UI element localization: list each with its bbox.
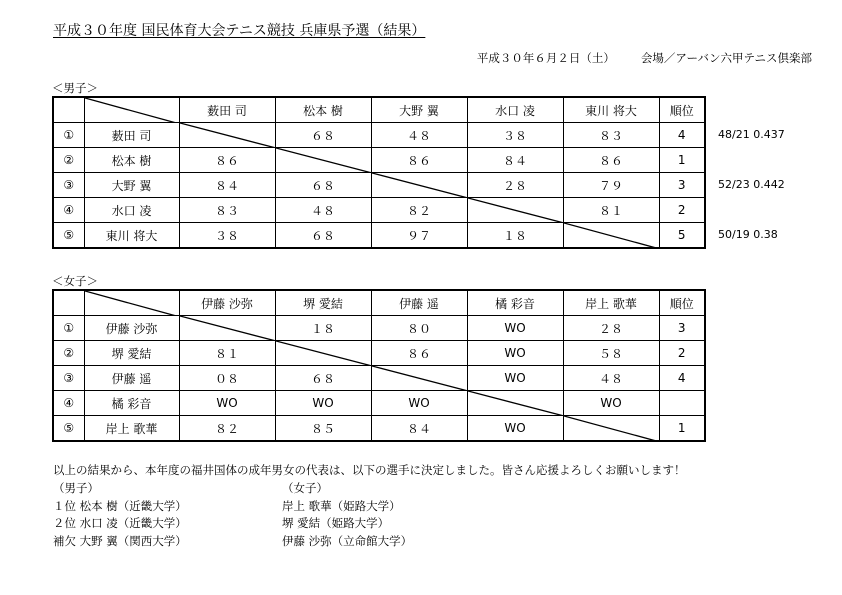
row-number: ④ bbox=[53, 198, 84, 223]
score-cell: ３８ bbox=[179, 223, 275, 249]
diagonal-line bbox=[180, 316, 276, 341]
ratio-note: 48/21 0.437 bbox=[718, 127, 785, 141]
ratio-note: 50/19 0.38 bbox=[718, 228, 778, 241]
score-cell: ８４ bbox=[467, 148, 563, 173]
date-venue-line bbox=[477, 50, 812, 66]
diagonal-line bbox=[85, 98, 180, 123]
header-row bbox=[53, 290, 705, 316]
opponent-header: 東川 将大 bbox=[563, 97, 659, 123]
self-match-cell bbox=[563, 416, 659, 442]
row-number: ① bbox=[53, 316, 84, 341]
score-cell: WO bbox=[371, 391, 467, 416]
opponent-header: 岸上 歌華 bbox=[563, 290, 659, 316]
score-cell: ８５ bbox=[275, 416, 371, 442]
self-match-cell bbox=[467, 198, 563, 223]
diagonal-line bbox=[372, 366, 468, 391]
men-representative: ２位 水口 凌（近畿大学） bbox=[53, 516, 187, 530]
header-diagonal-cell bbox=[84, 290, 179, 316]
player-name: 岸上 歌華 bbox=[84, 416, 179, 442]
rank-header: 順位 bbox=[659, 290, 705, 316]
men-representative: 補欠 大野 翼（関西大学） bbox=[53, 533, 187, 548]
score-cell: ６８ bbox=[275, 173, 371, 198]
score-cell: ４８ bbox=[275, 198, 371, 223]
diagonal-line bbox=[564, 223, 660, 248]
diagonal-line bbox=[372, 173, 468, 198]
rank-cell: 5 bbox=[659, 223, 705, 249]
row-number: ① bbox=[53, 123, 84, 148]
score-cell: ２８ bbox=[467, 173, 563, 198]
player-name: 松本 樹 bbox=[84, 148, 179, 173]
score-cell: ８６ bbox=[179, 148, 275, 173]
score-cell: WO bbox=[275, 391, 371, 416]
score-cell: ５８ bbox=[563, 341, 659, 366]
score-cell: ４８ bbox=[371, 123, 467, 148]
diagonal-line bbox=[468, 198, 564, 223]
table-row bbox=[53, 416, 705, 442]
row-number: ③ bbox=[53, 366, 84, 391]
diagonal-line bbox=[85, 291, 180, 316]
diagonal-slash bbox=[85, 291, 180, 316]
rank-cell: 1 bbox=[659, 148, 705, 173]
rank-cell bbox=[659, 391, 705, 416]
row-number: ④ bbox=[53, 391, 84, 416]
diagonal-slash bbox=[180, 316, 276, 341]
score-cell: WO bbox=[563, 391, 659, 416]
table-row bbox=[53, 223, 705, 249]
score-cell: ８４ bbox=[179, 173, 275, 198]
player-name: 堺 愛結 bbox=[84, 341, 179, 366]
rank-cell: 4 bbox=[659, 123, 705, 148]
score-cell: ８２ bbox=[371, 198, 467, 223]
self-match-cell bbox=[275, 148, 371, 173]
self-match-cell bbox=[179, 316, 275, 341]
table-row bbox=[53, 341, 705, 366]
player-name: 伊藤 沙弥 bbox=[84, 316, 179, 341]
score-cell: ２８ bbox=[563, 316, 659, 341]
diagonal-slash bbox=[564, 223, 660, 248]
row-number: ② bbox=[53, 148, 84, 173]
event-venue: 会場／アーバン六甲テニス倶楽部 bbox=[640, 51, 812, 65]
score-cell: ７９ bbox=[563, 173, 659, 198]
score-cell: １８ bbox=[467, 223, 563, 249]
score-cell: １８ bbox=[275, 316, 371, 341]
opponent-header: 堺 愛結 bbox=[275, 290, 371, 316]
diagonal-slash bbox=[85, 98, 180, 123]
opponent-header: 薮田 司 bbox=[179, 97, 275, 123]
diagonal-line bbox=[276, 341, 372, 366]
table-row bbox=[53, 316, 705, 341]
score-cell: ８０ bbox=[371, 316, 467, 341]
score-cell: WO bbox=[179, 391, 275, 416]
player-name: 大野 翼 bbox=[84, 173, 179, 198]
row-number: ⑤ bbox=[53, 416, 84, 442]
score-cell: ８３ bbox=[563, 123, 659, 148]
women-representative: 堺 愛結（姫路大学） bbox=[282, 516, 390, 530]
player-name: 東川 将大 bbox=[84, 223, 179, 249]
score-cell: ４８ bbox=[563, 366, 659, 391]
diagonal-slash bbox=[276, 341, 372, 366]
score-cell: WO bbox=[467, 341, 563, 366]
opponent-header: 伊藤 遥 bbox=[371, 290, 467, 316]
score-cell: ８６ bbox=[563, 148, 659, 173]
rank-header: 順位 bbox=[659, 97, 705, 123]
score-cell: ８１ bbox=[563, 198, 659, 223]
corner-cell bbox=[53, 97, 84, 123]
diagonal-line bbox=[468, 391, 564, 416]
player-name: 橘 彩音 bbox=[84, 391, 179, 416]
diagonal-slash bbox=[372, 173, 468, 198]
diagonal-slash bbox=[276, 148, 372, 173]
rank-cell: 4 bbox=[659, 366, 705, 391]
row-number: ② bbox=[53, 341, 84, 366]
women-section-label: ＜女子＞ bbox=[52, 274, 98, 288]
player-name: 薮田 司 bbox=[84, 123, 179, 148]
diagonal-slash bbox=[468, 198, 564, 223]
event-date: 平成３０年６月２日（土） bbox=[476, 51, 615, 65]
score-cell: ８６ bbox=[371, 341, 467, 366]
self-match-cell bbox=[371, 173, 467, 198]
score-cell: ８３ bbox=[179, 198, 275, 223]
score-cell: ８１ bbox=[179, 341, 275, 366]
diagonal-slash bbox=[468, 391, 564, 416]
diagonal-line bbox=[180, 123, 276, 148]
diagonal-slash bbox=[564, 416, 660, 441]
rank-cell: 3 bbox=[659, 173, 705, 198]
ratio-note: 52/23 0.442 bbox=[718, 177, 785, 191]
rank-cell: 3 bbox=[659, 316, 705, 341]
women-representative: 岸上 歌華（姫路大学） bbox=[282, 498, 401, 513]
player-name: 伊藤 遥 bbox=[84, 366, 179, 391]
score-cell: ３８ bbox=[467, 123, 563, 148]
score-cell: WO bbox=[467, 366, 563, 391]
corner-cell bbox=[53, 290, 84, 316]
women-results-table bbox=[52, 289, 706, 442]
rank-cell: 2 bbox=[659, 198, 705, 223]
women-representatives bbox=[282, 480, 412, 550]
self-match-cell bbox=[275, 341, 371, 366]
self-match-cell bbox=[371, 366, 467, 391]
table-row bbox=[53, 391, 705, 416]
diagonal-line bbox=[564, 416, 660, 441]
score-cell: ６８ bbox=[275, 366, 371, 391]
table-row bbox=[53, 198, 705, 223]
opponent-header: 大野 翼 bbox=[371, 97, 467, 123]
self-match-cell bbox=[467, 391, 563, 416]
self-match-cell bbox=[179, 123, 275, 148]
table-row bbox=[53, 123, 705, 148]
row-number: ③ bbox=[53, 173, 84, 198]
opponent-header: 橘 彩音 bbox=[467, 290, 563, 316]
men-representative: １位 松本 樹（近畿大学） bbox=[53, 498, 187, 513]
player-name: 水口 凌 bbox=[84, 198, 179, 223]
table-row bbox=[53, 366, 705, 391]
self-match-cell bbox=[563, 223, 659, 249]
table-row bbox=[53, 148, 705, 173]
women-representative: 伊藤 沙弥（立命館大学） bbox=[282, 533, 413, 548]
score-cell: WO bbox=[467, 416, 563, 442]
score-cell: ９７ bbox=[371, 223, 467, 249]
score-cell: ８４ bbox=[371, 416, 467, 442]
men-representatives-label: （男子） bbox=[53, 481, 99, 495]
women-representatives-label: （女子） bbox=[282, 481, 328, 495]
rank-cell: 1 bbox=[659, 416, 705, 442]
score-cell: ６８ bbox=[275, 223, 371, 249]
diagonal-line bbox=[276, 148, 372, 173]
score-cell: ８２ bbox=[179, 416, 275, 442]
score-cell: WO bbox=[467, 316, 563, 341]
opponent-header: 水口 凌 bbox=[467, 97, 563, 123]
men-section-label: ＜男子＞ bbox=[52, 81, 98, 95]
rank-cell: 2 bbox=[659, 341, 705, 366]
table-row bbox=[53, 173, 705, 198]
men-representatives bbox=[53, 480, 187, 550]
score-cell: ８６ bbox=[371, 148, 467, 173]
page-title: 平成３０年度 国民体育大会テニス競技 兵庫県予選（結果） bbox=[53, 23, 426, 39]
men-results-table bbox=[52, 96, 706, 249]
header-diagonal-cell bbox=[84, 97, 179, 123]
score-cell: ０８ bbox=[179, 366, 275, 391]
diagonal-slash bbox=[180, 123, 276, 148]
header-row bbox=[53, 97, 705, 123]
conclusion-text: 以上の結果から、本年度の福井国体の成年男女の代表は、以下の選手に決定しました。皆さん応援よろしくお願いします！ bbox=[53, 463, 686, 477]
opponent-header: 伊藤 沙弥 bbox=[179, 290, 275, 316]
row-number: ⑤ bbox=[53, 223, 84, 249]
diagonal-slash bbox=[372, 366, 468, 391]
opponent-header: 松本 樹 bbox=[275, 97, 371, 123]
score-cell: ６８ bbox=[275, 123, 371, 148]
